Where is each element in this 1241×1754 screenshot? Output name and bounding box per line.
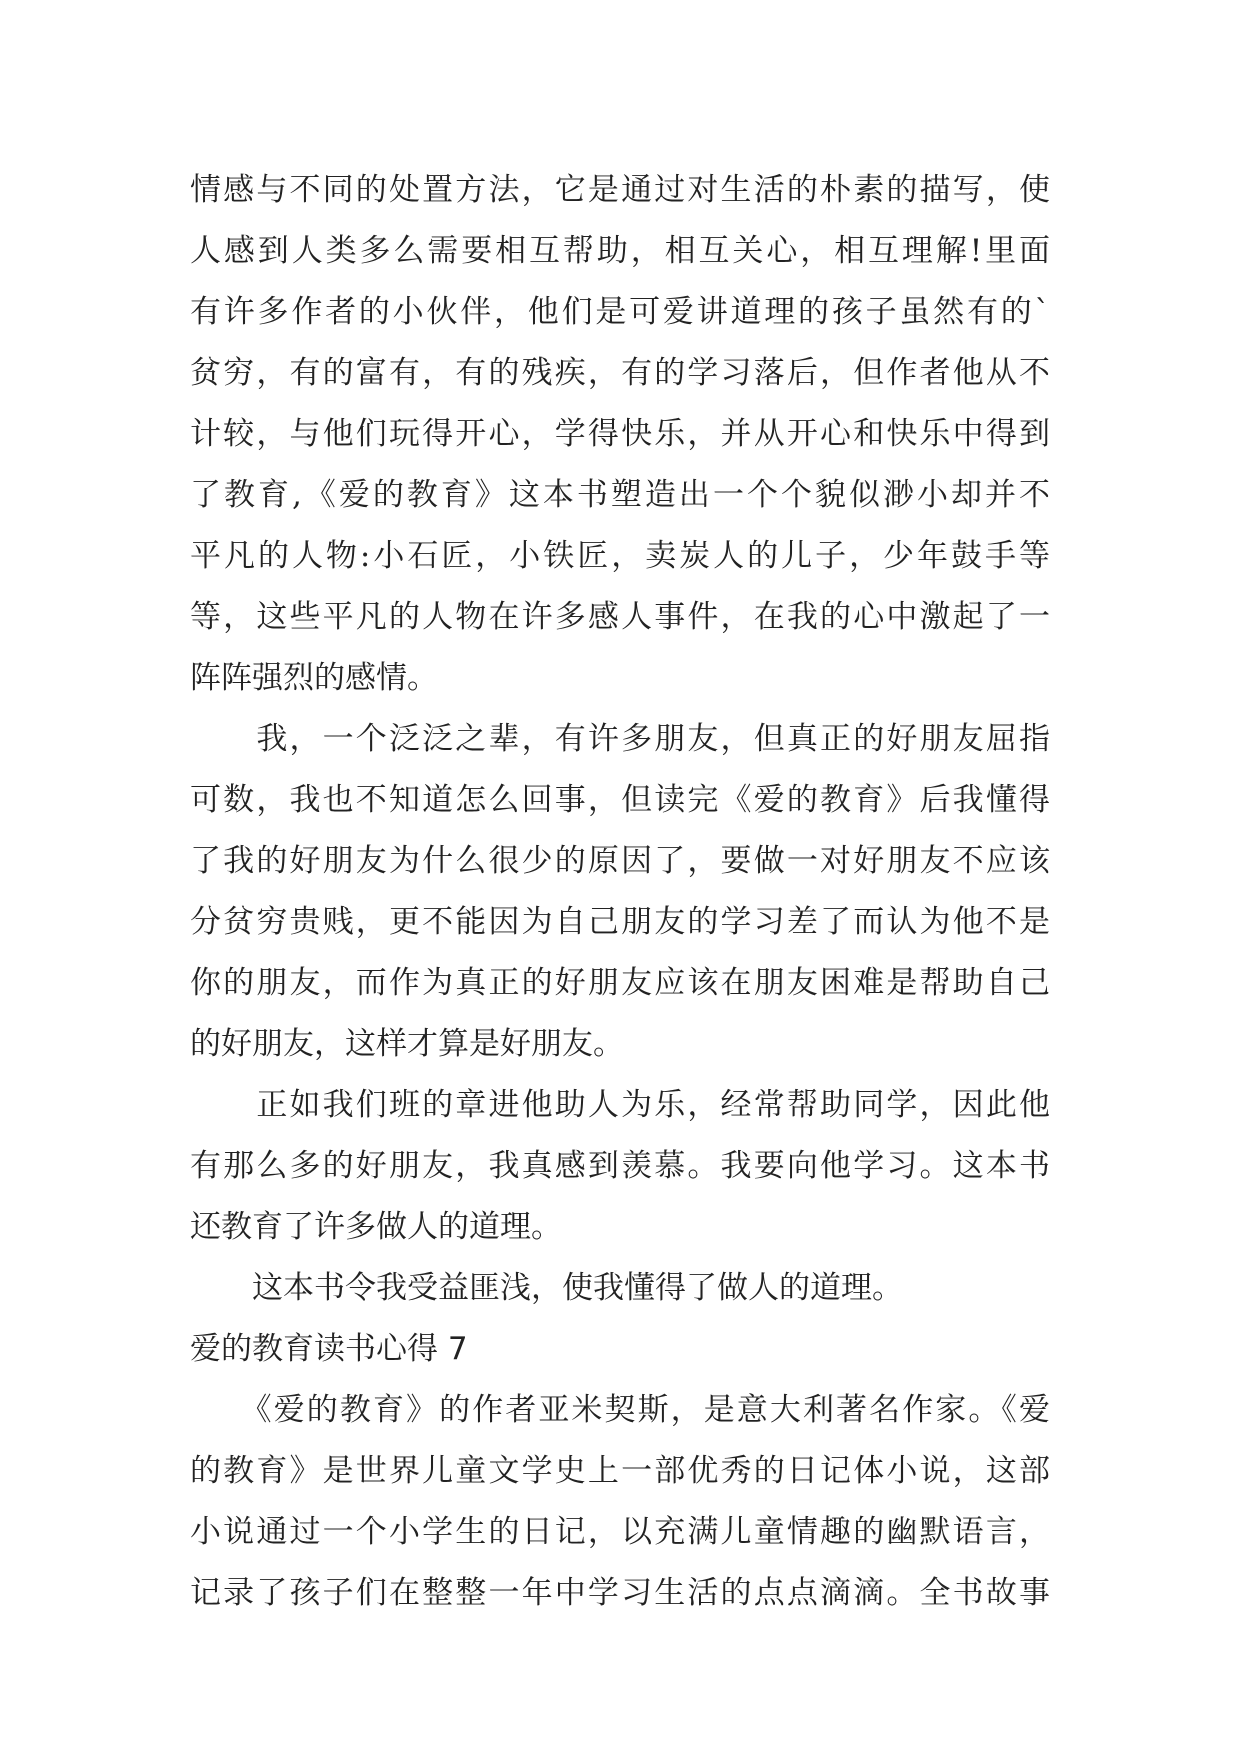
text-line: 等，这些平凡的人物在许多感人事件，在我的心中激起了一: [190, 599, 1050, 635]
text-line: 计较，与他们玩得开心，学得快乐，并从开心和快乐中得到: [190, 416, 1050, 452]
text-line: 小说通过一个小学生的日记，以充满儿童情趣的幽默语言，: [190, 1514, 1050, 1550]
text-line: 正如我们班的章进他助人为乐，经常帮助同学，因此他: [190, 1087, 1050, 1123]
paragraph: [190, 709, 1050, 1075]
text-line: 的好朋友，这样才算是好朋友。: [190, 1026, 624, 1062]
text-line: 了教育,《爱的教育》这本书塑造出一个个貌似渺小却并不: [190, 477, 1050, 513]
text-line: 了我的好朋友为什么很少的原因了，要做一对好朋友不应该: [190, 843, 1050, 879]
document-body: [190, 160, 1050, 1624]
text-line: 平凡的人物:小石匠，小铁匠，卖炭人的儿子，少年鼓手等: [190, 538, 1050, 574]
text-line: 的教育》是世界儿童文学史上一部优秀的日记体小说，这部: [190, 1453, 1050, 1489]
paragraph: [190, 1258, 1050, 1319]
paragraph: [190, 1380, 1050, 1624]
text-line: 我，一个泛泛之辈，有许多朋友，但真正的好朋友屈指: [190, 721, 1050, 757]
text-line: 分贫穷贵贱，更不能因为自己朋友的学习差了而认为他不是: [190, 904, 1050, 940]
text-line: 有那么多的好朋友，我真感到羡慕。我要向他学习。这本书: [190, 1148, 1050, 1184]
section-heading: [190, 1319, 1050, 1380]
heading-text: 爱的教育读书心得 7: [190, 1331, 468, 1367]
text-line: 这本书令我受益匪浅，使我懂得了做人的道理。: [190, 1270, 903, 1306]
text-line: 你的朋友，而作为真正的好朋友应该在朋友困难是帮助自己: [190, 965, 1050, 1001]
text-line: 《爱的教育》的作者亚米契斯，是意大利著名作家。《爱: [190, 1392, 1050, 1428]
paragraph: [190, 160, 1050, 709]
text-line: 阵阵强烈的感情。: [190, 660, 438, 696]
text-line: 还教育了许多做人的道理。: [190, 1209, 562, 1245]
text-line: 可数，我也不知道怎么回事，但读完《爱的教育》后我懂得: [190, 782, 1050, 818]
text-line: 有许多作者的小伙伴，他们是可爱讲道理的孩子虽然有的`: [190, 294, 1050, 330]
text-line: 情感与不同的处置方法，它是通过对生活的朴素的描写，使: [190, 172, 1050, 208]
paragraph: [190, 1075, 1050, 1258]
text-line: 人感到人类多么需要相互帮助，相互关心，相互理解!里面: [190, 233, 1050, 269]
text-line: 贫穷，有的富有，有的残疾，有的学习落后，但作者他从不: [190, 355, 1050, 391]
text-line: 记录了孩子们在整整一年中学习生活的点点滴滴。全书故事: [190, 1575, 1050, 1611]
